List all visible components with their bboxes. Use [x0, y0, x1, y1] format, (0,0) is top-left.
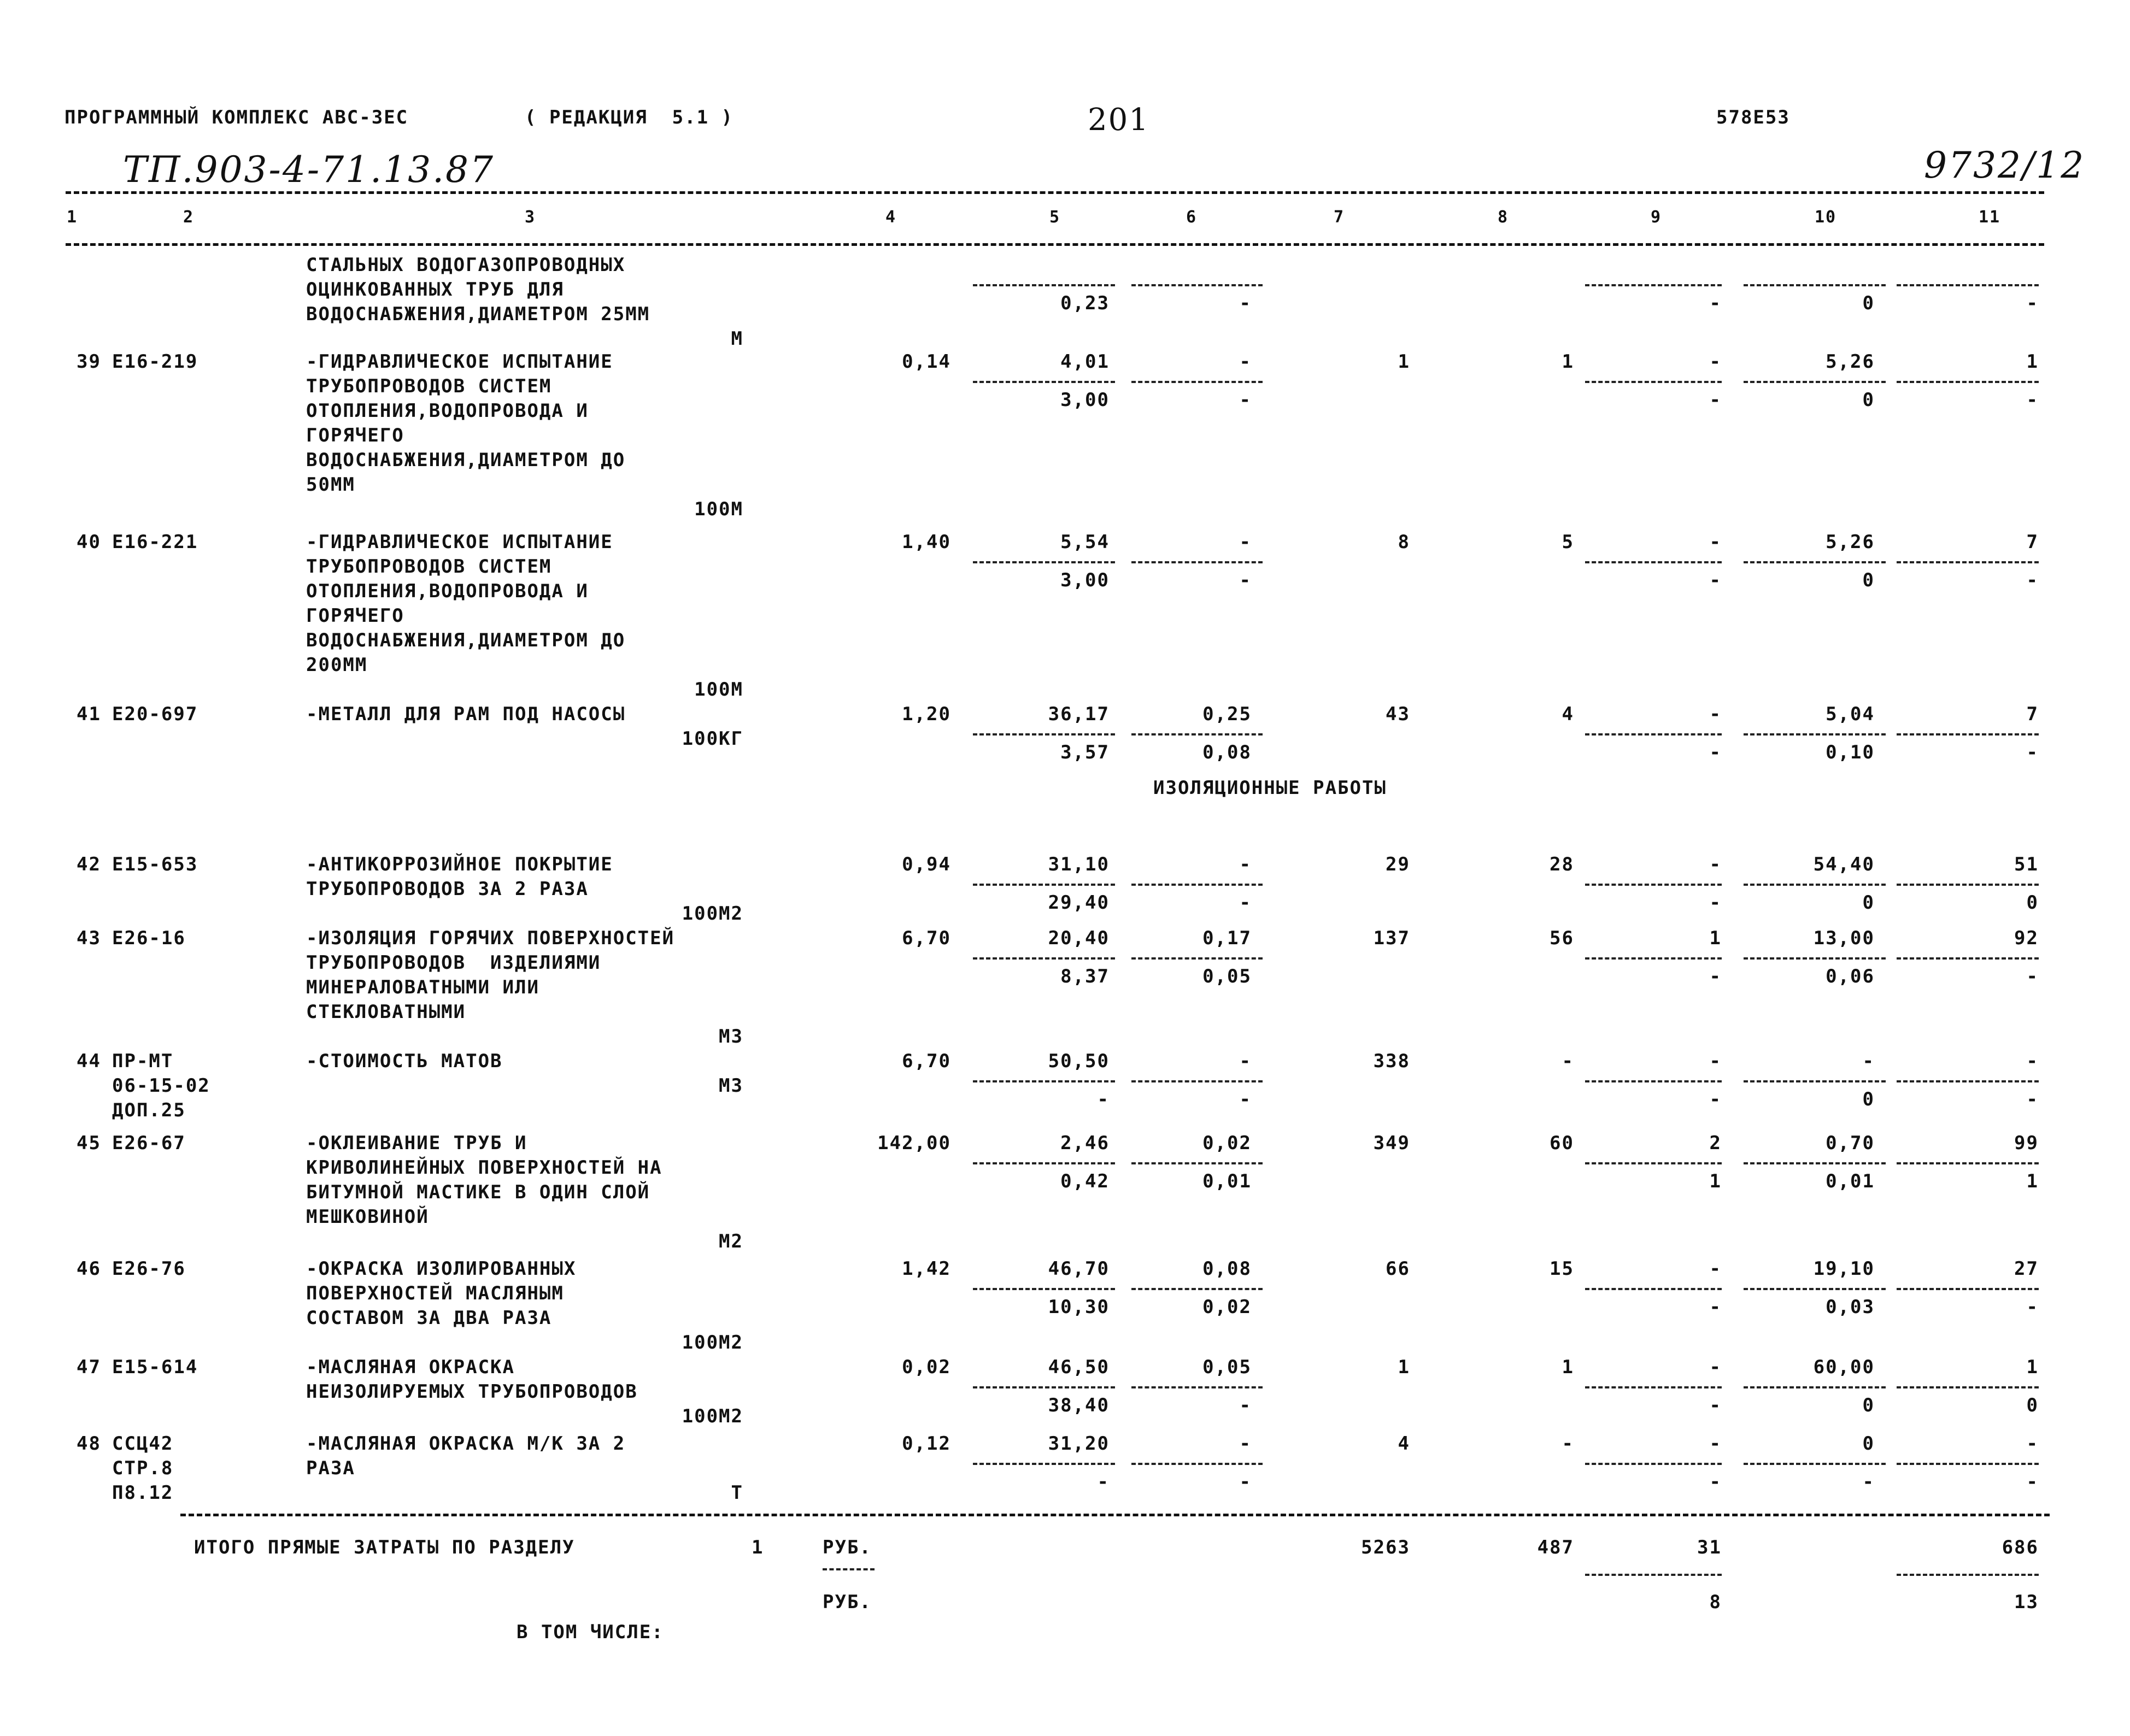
row-unit: 100М2	[682, 1332, 743, 1354]
row-col11-rule	[1897, 1080, 2039, 1082]
row-col10-bottom: 0,06	[1826, 966, 1875, 987]
row-col9-rule	[1585, 1386, 1722, 1388]
row-col5-bottom: 3,00	[1060, 569, 1110, 591]
row-col11-bottom: -	[2026, 966, 2039, 987]
row-col11-top: -	[2026, 1050, 2039, 1072]
row-col10-top: 60,00	[1813, 1356, 1875, 1378]
row-col6-top: -	[1239, 854, 1252, 875]
row-col9-rule	[1585, 561, 1722, 563]
row-col5-rule	[973, 284, 1115, 286]
row-col11-top: 1	[2026, 351, 2039, 373]
row-col8: -	[1562, 1050, 1574, 1072]
row-col9-bottom: -	[1709, 569, 1722, 591]
row-col5-rule	[973, 1162, 1115, 1164]
section-heading: ИЗОЛЯЦИОННЫЕ РАБОТЫ	[1153, 777, 1387, 799]
row-col10-rule	[1744, 1162, 1886, 1164]
row-col4: 1,20	[902, 703, 951, 725]
row-col9-top: 2	[1709, 1132, 1722, 1154]
page-number: 201	[1088, 102, 1149, 138]
row-col10-bottom: 0	[1862, 1394, 1875, 1416]
row-col9-bottom: -	[1709, 1394, 1722, 1416]
row-description: МИНЕРАЛОВАТНЫМИ ИЛИ	[306, 976, 539, 998]
row-description: КРИВОЛИНЕЙНЫХ ПОВЕРХНОСТЕЙ НА	[306, 1157, 662, 1179]
row-number: 40	[77, 531, 101, 553]
row-col11-bottom: -	[2026, 569, 2039, 591]
totals-unit-rule	[823, 1568, 875, 1570]
row-col6-bottom: 0,05	[1202, 966, 1252, 987]
row-col10-bottom: 0	[1862, 1088, 1875, 1110]
row-col6-rule	[1131, 733, 1263, 735]
row-col5-top: 36,17	[1048, 703, 1110, 725]
row-col10-top: 0	[1862, 1433, 1875, 1455]
row-col7: 43	[1386, 703, 1410, 725]
totals-col9-rule	[1585, 1574, 1722, 1576]
totals-col7: 5263	[1361, 1537, 1410, 1558]
row-col6-rule	[1131, 1288, 1263, 1290]
row-unit: М3	[719, 1026, 743, 1048]
totals-unit-2: РУБ.	[823, 1591, 872, 1613]
totals-col8: 487	[1537, 1537, 1574, 1558]
row-col6-top: 0,02	[1202, 1132, 1252, 1154]
row-col4: 1,42	[902, 1258, 951, 1280]
row-number: 46	[77, 1258, 101, 1280]
row-col7: 137	[1373, 927, 1410, 949]
row-col7: 1	[1398, 351, 1410, 373]
row-col6-bottom: -	[1239, 1394, 1252, 1416]
row-col11-top: 7	[2026, 703, 2039, 725]
row-description: ОТОПЛЕНИЯ,ВОДОПРОВОДА И	[306, 400, 589, 422]
row-col4: 6,70	[902, 1050, 951, 1072]
row-unit: М2	[719, 1231, 743, 1252]
row-col6-rule	[1131, 884, 1263, 886]
row-number: 42	[77, 854, 101, 875]
row-code: СТР.8	[112, 1457, 174, 1479]
row-number: 39	[77, 351, 101, 373]
row-col9-bottom: -	[1709, 389, 1722, 411]
doc-number-left: ТП.903-4-71.13.87	[123, 149, 495, 191]
totals-label: ИТОГО ПРЯМЫЕ ЗАТРАТЫ ПО РАЗДЕЛУ	[194, 1537, 575, 1558]
column-number: 4	[885, 208, 897, 227]
row-col7: 338	[1373, 1050, 1410, 1072]
row-col6-top: 0,25	[1202, 703, 1252, 725]
row-col10-rule	[1744, 733, 1886, 735]
row-col7: 66	[1386, 1258, 1410, 1280]
row-col9-top: -	[1709, 1050, 1722, 1072]
row-col5-bottom: -	[1097, 1088, 1110, 1110]
row-unit: М3	[719, 1075, 743, 1097]
totals-col11-bottom: 13	[2014, 1591, 2039, 1613]
row-description: 50ММ	[306, 474, 355, 496]
row-col9-top: 1	[1709, 927, 1722, 949]
row-col6-rule	[1131, 381, 1263, 383]
row-col6-rule	[1131, 957, 1263, 960]
row-col5-rule	[973, 884, 1115, 886]
column-number: 3	[525, 208, 536, 227]
row-description: 200ММ	[306, 654, 368, 676]
row-col4: 1,40	[902, 531, 951, 553]
row-description: ТРУБОПРОВОДОВ СИСТЕМ	[306, 375, 552, 397]
row-description: ТРУБОПРОВОДОВ ЗА 2 РАЗА	[306, 878, 589, 900]
row-col6-top: 0,05	[1202, 1356, 1252, 1378]
row-col7: 8	[1398, 531, 1410, 553]
row-col9-top: -	[1709, 1258, 1722, 1280]
row-number: 43	[77, 927, 101, 949]
row-col5-top: 31,10	[1048, 854, 1110, 875]
row-col5-rule	[973, 957, 1115, 960]
row-code: Е20-697	[112, 703, 198, 725]
row-unit: 100М2	[682, 1405, 743, 1427]
totals-col9-top: 31	[1697, 1537, 1722, 1558]
row-col9-bottom: -	[1709, 1088, 1722, 1110]
row-col5-top: 46,70	[1048, 1258, 1110, 1280]
row-col7: 1	[1398, 1356, 1410, 1378]
row-col11-bottom: -	[2026, 389, 2039, 411]
header-rule	[66, 191, 2044, 194]
row-col6-top: -	[1239, 351, 1252, 373]
row-col6-bottom: -	[1239, 1088, 1252, 1110]
row-col9-rule	[1585, 733, 1722, 735]
row-col11-bottom: 0	[2026, 1394, 2039, 1416]
row-col11-bottom: -	[2026, 1296, 2039, 1318]
row-unit: Т	[731, 1482, 743, 1504]
row-col5-top: 20,40	[1048, 927, 1110, 949]
row-col11-rule	[1897, 561, 2039, 563]
row-col9-bottom: -	[1709, 742, 1722, 763]
row-col4: 142,00	[877, 1132, 951, 1154]
row-code: П8.12	[112, 1482, 174, 1504]
row-col8: 1	[1562, 1356, 1574, 1378]
row-col9-bottom: -	[1709, 1471, 1722, 1493]
row-col5-rule	[973, 733, 1115, 735]
row-col5-rule	[973, 1463, 1115, 1465]
row-description: БИТУМНОЙ МАСТИКЕ В ОДИН СЛОЙ	[306, 1181, 650, 1203]
row-col8: 4	[1562, 703, 1574, 725]
row-col6-bottom: -	[1239, 569, 1252, 591]
row-unit: 100КГ	[682, 728, 743, 750]
row-col6-rule	[1131, 1162, 1263, 1164]
row-col9-top: -	[1709, 703, 1722, 725]
row-description: -ОКРАСКА ИЗОЛИРОВАННЫХ	[306, 1258, 577, 1280]
row-col9-bottom: -	[1709, 292, 1722, 314]
row-code: 06-15-02	[112, 1075, 210, 1097]
row-number: 44	[77, 1050, 101, 1072]
row-code: Е15-653	[112, 854, 198, 875]
row-col8: 28	[1550, 854, 1574, 875]
row-col9-rule	[1585, 884, 1722, 886]
row-unit: 100М	[694, 679, 743, 701]
column-number: 9	[1651, 208, 1662, 227]
row-description: -СТОИМОСТЬ МАТОВ	[306, 1050, 503, 1072]
row-code: ДОП.25	[112, 1099, 186, 1121]
row-col6-top: 0,17	[1202, 927, 1252, 949]
edition-label: ( РЕДАКЦИЯ 5.1 )	[525, 107, 734, 128]
row-description: ГОРЯЧЕГО	[306, 605, 404, 627]
row-col5-bottom: 3,00	[1060, 389, 1110, 411]
row-col11-bottom: -	[2026, 292, 2039, 314]
row-col4: 0,94	[902, 854, 951, 875]
totals-col11-top: 686	[2002, 1537, 2039, 1558]
row-col9-top: -	[1709, 1433, 1722, 1455]
row-description: ТРУБОПРОВОДОВ СИСТЕМ	[306, 556, 552, 578]
row-col8: 56	[1550, 927, 1574, 949]
totals-rule	[180, 1514, 2050, 1516]
row-col10-bottom: 0	[1862, 292, 1875, 314]
row-description: ВОДОСНАБЖЕНИЯ,ДИАМЕТРОМ ДО	[306, 449, 626, 471]
row-col5-rule	[973, 381, 1115, 383]
row-description: НЕИЗОЛИРУЕМЫХ ТРУБОПРОВОДОВ	[306, 1381, 638, 1403]
row-col9-top: -	[1709, 1356, 1722, 1378]
row-col10-top: 5,04	[1826, 703, 1875, 725]
row-code: ССЦ42	[112, 1433, 174, 1455]
row-col11-top: 51	[2014, 854, 2039, 875]
row-col10-top: 0,70	[1826, 1132, 1875, 1154]
row-col5-bottom: 0,42	[1060, 1170, 1110, 1192]
totals-col9-bottom: 8	[1709, 1591, 1722, 1613]
row-number: 47	[77, 1356, 101, 1378]
row-col5-top: 31,20	[1048, 1433, 1110, 1455]
row-code: Е26-16	[112, 927, 186, 949]
row-col11-bottom: -	[2026, 742, 2039, 763]
row-col9-rule	[1585, 381, 1722, 383]
row-col6-bottom: -	[1239, 1471, 1252, 1493]
row-description: ВОДОСНАБЖЕНИЯ,ДИАМЕТРОМ ДО	[306, 629, 626, 651]
row-col9-top: -	[1709, 531, 1722, 553]
row-col10-rule	[1744, 561, 1886, 563]
row-col10-top: 19,10	[1813, 1258, 1875, 1280]
row-col6-rule	[1131, 1386, 1263, 1388]
column-number: 7	[1334, 208, 1345, 227]
row-col9-top: -	[1709, 351, 1722, 373]
row-description: -МАСЛЯНАЯ ОКРАСКА	[306, 1356, 515, 1378]
row-col11-top: 92	[2014, 927, 2039, 949]
row-col6-bottom: -	[1239, 292, 1252, 314]
row-col5-bottom: 3,57	[1060, 742, 1110, 763]
row-col6-rule	[1131, 561, 1263, 563]
row-col10-bottom: 0	[1862, 892, 1875, 914]
row-col10-rule	[1744, 957, 1886, 960]
row-description: ПОВЕРХНОСТЕЙ МАСЛЯНЫМ	[306, 1282, 564, 1304]
row-col10-rule	[1744, 1386, 1886, 1388]
row-col10-rule	[1744, 381, 1886, 383]
row-col7: 4	[1398, 1433, 1410, 1455]
row-col5-bottom: 8,37	[1060, 966, 1110, 987]
column-number: 5	[1049, 208, 1061, 227]
row-col9-rule	[1585, 1080, 1722, 1082]
row-description: СОСТАВОМ ЗА ДВА РАЗА	[306, 1307, 552, 1329]
row-unit: 100М	[694, 498, 743, 520]
row-col10-bottom: 0	[1862, 569, 1875, 591]
column-number: 6	[1186, 208, 1198, 227]
document-code: 578Е53	[1716, 107, 1790, 128]
row-description: РАЗА	[306, 1457, 355, 1479]
row-col10-rule	[1744, 284, 1886, 286]
row-description: -МЕТАЛЛ ДЛЯ РАМ ПОД НАСОСЫ	[306, 703, 626, 725]
row-col9-bottom: -	[1709, 966, 1722, 987]
row-col10-rule	[1744, 884, 1886, 886]
row-col11-rule	[1897, 1288, 2039, 1290]
row-col10-bottom: -	[1862, 1471, 1875, 1493]
row-description: СТЕКЛОВАТНЫМИ	[306, 1001, 466, 1023]
row-col4: 6,70	[902, 927, 951, 949]
footer-note: В ТОМ ЧИСЛЕ:	[517, 1621, 664, 1643]
row-col11-bottom: 1	[2026, 1170, 2039, 1192]
row-col11-top: -	[2026, 1433, 2039, 1455]
row-col6-bottom: -	[1239, 892, 1252, 914]
row-col11-bottom: -	[2026, 1471, 2039, 1493]
row-description: -ОКЛЕИВАНИЕ ТРУБ И	[306, 1132, 527, 1154]
column-number: 11	[1979, 208, 2001, 227]
row-col11-rule	[1897, 381, 2039, 383]
row-col5-top: 46,50	[1048, 1356, 1110, 1378]
totals-section: 1	[752, 1537, 764, 1558]
row-col4: 0,12	[902, 1433, 951, 1455]
row-col5-top: 2,46	[1060, 1132, 1110, 1154]
row-col11-rule	[1897, 284, 2039, 286]
row-col11-top: 1	[2026, 1356, 2039, 1378]
row-col11-top: 7	[2026, 531, 2039, 553]
row-description: -АНТИКОРРОЗИЙНОЕ ПОКРЫТИЕ	[306, 854, 613, 875]
row-col10-top: 54,40	[1813, 854, 1875, 875]
row-col11-rule	[1897, 1463, 2039, 1465]
row-description: -ИЗОЛЯЦИЯ ГОРЯЧИХ ПОВЕРХНОСТЕЙ	[306, 927, 675, 949]
row-col6-bottom: 0,01	[1202, 1170, 1252, 1192]
row-col8: 60	[1550, 1132, 1574, 1154]
row-col11-bottom: 0	[2026, 892, 2039, 914]
row-col9-bottom: 1	[1709, 1170, 1722, 1192]
row-col10-bottom: 0,10	[1826, 742, 1875, 763]
row-number: 45	[77, 1132, 101, 1154]
row-col11-top: 27	[2014, 1258, 2039, 1280]
doc-number-right: 9732/12	[1924, 144, 2086, 186]
column-number: 8	[1498, 208, 1509, 227]
row-col9-rule	[1585, 1463, 1722, 1465]
row-col5-bottom: -	[1097, 1471, 1110, 1493]
row-description: ОТОПЛЕНИЯ,ВОДОПРОВОДА И	[306, 580, 589, 602]
row-col10-top: 13,00	[1813, 927, 1875, 949]
row-code: ПР-МТ	[112, 1050, 174, 1072]
row-col6-top: -	[1239, 1433, 1252, 1455]
column-rule	[66, 243, 2044, 246]
column-number: 2	[183, 208, 195, 227]
row-col10-bottom: 0,03	[1826, 1296, 1875, 1318]
row-col6-top: 0,08	[1202, 1258, 1252, 1280]
row-col6-rule	[1131, 1080, 1263, 1082]
row-col4: 0,14	[902, 351, 951, 373]
program-name: ПРОГРАММНЫЙ КОМПЛЕКС АВС-ЗЕС	[64, 107, 409, 128]
row-col7: 29	[1386, 854, 1410, 875]
row-col6-bottom: -	[1239, 389, 1252, 411]
row-col9-rule	[1585, 957, 1722, 960]
row-code: Е26-67	[112, 1132, 186, 1154]
row-code: Е15-614	[112, 1356, 198, 1378]
row-col9-rule	[1585, 1162, 1722, 1164]
row-col5-rule	[973, 561, 1115, 563]
row-col6-bottom: 0,08	[1202, 742, 1252, 763]
row-col10-rule	[1744, 1288, 1886, 1290]
row-col9-bottom: -	[1709, 892, 1722, 914]
row-number: 48	[77, 1433, 101, 1455]
row-col10-rule	[1744, 1463, 1886, 1465]
row-col6-top: -	[1239, 1050, 1252, 1072]
row-description: -ГИДРАВЛИЧЕСКОЕ ИСПЫТАНИЕ	[306, 531, 613, 553]
row-col11-rule	[1897, 1162, 2039, 1164]
row-col11-rule	[1897, 1386, 2039, 1388]
totals-col11-rule	[1897, 1574, 2039, 1576]
row-number: 41	[77, 703, 101, 725]
row-col11-rule	[1897, 884, 2039, 886]
row-col7: 349	[1373, 1132, 1410, 1154]
row-col9-bottom: -	[1709, 1296, 1722, 1318]
row-col11-top: 99	[2014, 1132, 2039, 1154]
row-col5-bottom: 10,30	[1048, 1296, 1110, 1318]
row-col8: -	[1562, 1433, 1574, 1455]
row-code: Е26-76	[112, 1258, 186, 1280]
row-unit: М	[731, 328, 743, 350]
row-col5-top: 50,50	[1048, 1050, 1110, 1072]
row-description: ГОРЯЧЕГО	[306, 425, 404, 446]
row-col6-rule	[1131, 1463, 1263, 1465]
column-number: 1	[67, 208, 78, 227]
row-col9-rule	[1585, 1288, 1722, 1290]
row-col9-rule	[1585, 284, 1722, 286]
column-number: 10	[1815, 208, 1837, 227]
row-col5-bottom: 0,23	[1060, 292, 1110, 314]
row-col11-bottom: -	[2026, 1088, 2039, 1110]
row-col6-rule	[1131, 284, 1263, 286]
row-col5-rule	[973, 1386, 1115, 1388]
row-col5-rule	[973, 1080, 1115, 1082]
row-unit: 100М2	[682, 903, 743, 925]
row-col10-bottom: 0	[1862, 389, 1875, 411]
row-description: -МАСЛЯНАЯ ОКРАСКА М/К ЗА 2	[306, 1433, 626, 1455]
row-col5-bottom: 29,40	[1048, 892, 1110, 914]
row-col10-bottom: 0,01	[1826, 1170, 1875, 1192]
row-col6-top: -	[1239, 531, 1252, 553]
row-description: ОЦИНКОВАННЫХ ТРУБ ДЛЯ	[306, 279, 564, 301]
row-col10-rule	[1744, 1080, 1886, 1082]
row-col8: 1	[1562, 351, 1574, 373]
row-col8: 5	[1562, 531, 1574, 553]
row-col5-bottom: 38,40	[1048, 1394, 1110, 1416]
row-description: ВОДОСНАБЖЕНИЯ,ДИАМЕТРОМ 25ММ	[306, 303, 650, 325]
row-col11-rule	[1897, 733, 2039, 735]
row-col10-top: 5,26	[1826, 531, 1875, 553]
row-description: МЕШКОВИНОЙ	[306, 1206, 429, 1228]
row-col5-top: 5,54	[1060, 531, 1110, 553]
row-col4: 0,02	[902, 1356, 951, 1378]
row-col9-top: -	[1709, 854, 1722, 875]
row-description: -ГИДРАВЛИЧЕСКОЕ ИСПЫТАНИЕ	[306, 351, 613, 373]
totals-unit-1: РУБ.	[823, 1537, 872, 1558]
row-col5-top: 4,01	[1060, 351, 1110, 373]
row-code: Е16-221	[112, 531, 198, 553]
row-col10-top: 5,26	[1826, 351, 1875, 373]
row-col10-top: -	[1862, 1050, 1875, 1072]
row-col5-rule	[973, 1288, 1115, 1290]
row-col11-rule	[1897, 957, 2039, 960]
row-col8: 15	[1550, 1258, 1574, 1280]
row-col6-bottom: 0,02	[1202, 1296, 1252, 1318]
row-code: Е16-219	[112, 351, 198, 373]
row-description: СТАЛЬНЫХ ВОДОГАЗОПРОВОДНЫХ	[306, 254, 626, 276]
row-description: ТРУБОПРОВОДОВ ИЗДЕЛИЯМИ	[306, 952, 601, 974]
